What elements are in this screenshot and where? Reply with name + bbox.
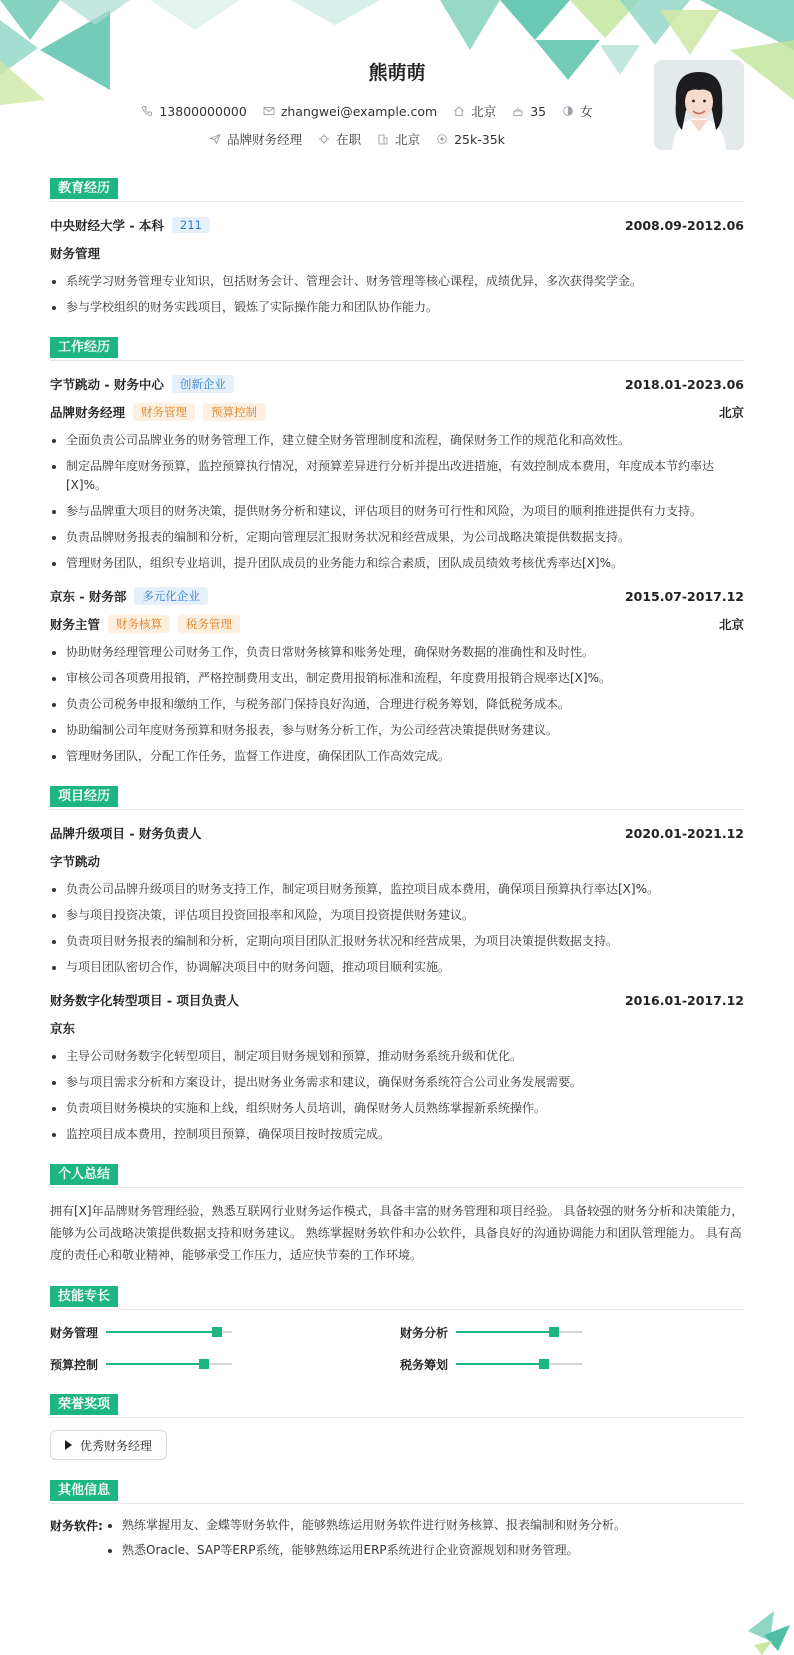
work-city: 北京 [718,617,744,632]
skill-level-fill [456,1363,544,1365]
summary-text: 拥有[X]年品牌财务管理经验，熟悉互联网行业财务运作模式，具备丰富的财务管理和项目经验。 具备较强的财务分析和决策能力，能够为公司战略决策提供数据支持和财务建议。 熟练掌握财务软件和办公软件，具备良好的沟通协调能力和团队管理能力。 具有高度的责任心和敬业精神，能够承受工作压力，适应快节奏的工作环境。 [50,1204,744,1262]
list-item: 全面负责公司品牌业务的财务管理工作，建立健全财务管理制度和流程，确保财务工作的规范化和高效性。 [50,431,744,450]
list-item: 熟练掌握用友、金蝶等财务软件，能够熟练运用财务软件进行财务核算、报表编制和财务分析。 [106,1516,626,1535]
work-section [50,335,744,766]
skill-level-knob [199,1359,209,1369]
work-bullets [50,643,744,766]
list-item: 系统学习财务管理专业知识，包括财务会计、管理会计、财务管理等核心课程，成绩优异，多次获得奖学金。 [50,272,744,291]
list-item: 监控项目成本费用，控制项目预算，确保项目按时按质完成。 [50,1125,744,1144]
other-section [50,1478,744,1566]
list-item: 主导公司财务数字化转型项目，制定项目财务规划和预算，推动财务系统升级和优化。 [50,1047,744,1066]
phone-icon [141,105,153,117]
hometown: 北京 [471,104,497,119]
skill-item [50,1322,400,1342]
expected-salary: 25k-35k [454,131,505,147]
school-name: 中央财经大学 - 本科 [50,218,164,233]
education-section [50,176,744,317]
education-date: 2008.09-2012.06 [624,217,744,233]
email-info [263,102,437,120]
list-item: 协助编制公司年度财务预算和财务报表，参与财务分析工作，为公司经营决策提供财务建议。 [50,721,744,740]
coin-icon [436,133,448,145]
section-title: 技能专长 [50,1286,118,1307]
project-name: 品牌升级项目 - 财务负责人 [50,826,202,841]
list-item: 管理财务团队，分配工作任务，监督工作进度，确保团队工作高效完成。 [50,747,744,766]
education-bullets [50,272,744,317]
skill-item [400,1322,750,1342]
skill-name: 预算控制 [50,1357,99,1372]
other-bullets [106,1516,626,1566]
skills-grid [50,1322,744,1374]
skill-tag: 预算控制 [203,403,265,421]
other-info-row [50,1516,744,1566]
project-org: 京东 [50,1021,76,1036]
gender-icon [562,105,574,117]
list-item: 协助财务经理管理公司财务工作，负责日常财务核算和账务处理，确保财务数据的准确性和及时性。 [50,643,744,662]
work-entry [50,373,744,573]
list-item: 熟悉Oracle、SAP等ERP系统，能够熟练运用ERP系统进行企业资源规划和财务管理。 [106,1541,626,1560]
avatar [654,60,744,150]
list-item: 审核公司各项费用报销，严格控制费用支出，制定费用报销标准和流程，年度费用报销合规率达[X]%。 [50,669,744,688]
play-icon [65,1440,72,1450]
skill-level-bar [106,1363,232,1365]
salary-info [436,130,505,148]
project-entry [50,989,744,1144]
gender: 女 [580,104,593,119]
list-item: 参与学校组织的财务实践项目，锻炼了实际操作能力和团队协作能力。 [50,298,744,317]
job-title: 财务主管 [50,617,101,632]
hometown-info [453,102,496,120]
skill-level-knob [549,1327,559,1337]
skill-tag: 税务管理 [178,615,240,633]
status-info [318,130,361,148]
send-icon [209,133,221,145]
target-position: 品牌财务经理 [227,132,303,147]
list-item: 参与项目需求分析和方案设计，提出财务业务需求和建议，确保财务系统符合公司业务发展需要。 [50,1073,744,1092]
list-item: 参与项目投资决策，评估项目投资回报率和风险，为项目投资提供财务建议。 [50,906,744,925]
company-tag: 创新企业 [172,375,234,393]
section-header [50,176,744,202]
mail-icon [263,105,275,117]
work-date: 2015.07-2017.12 [624,588,744,604]
list-item: 负责项目财务模块的实施和上线，组织财务人员培训，确保财务人员熟练掌握新系统操作。 [50,1099,744,1118]
section-header [50,1162,744,1188]
list-item: 制定品牌年度财务预算，监控预算执行情况，对预算差异进行分析并提出改进措施，有效控制成本费用，年度成本节约率达[X]%。 [50,457,744,495]
section-header [50,335,744,361]
awards-section [50,1392,744,1460]
section-title: 工作经历 [50,337,118,358]
company-name: 京东 - 财务部 [50,589,127,604]
skill-item [50,1354,400,1374]
job-title: 品牌财务经理 [50,405,126,420]
skill-level-fill [106,1363,204,1365]
company-name: 字节跳动 - 财务中心 [50,377,164,392]
candidate-name: 熊萌萌 [368,62,426,84]
section-title: 项目经历 [50,786,118,807]
section-header [50,1478,744,1504]
project-bullets [50,880,744,977]
skill-name: 财务分析 [400,1325,449,1340]
age-info [512,102,546,120]
skill-level-fill [106,1331,217,1333]
list-item: 负责公司税务申报和缴纳工作，与税务部门保持良好沟通，合理进行税务筹划，降低税务成本。 [50,695,744,714]
other-label: 财务软件: [50,1519,103,1533]
section-title: 个人总结 [50,1164,118,1185]
section-title: 荣誉奖项 [50,1394,118,1415]
school-tag: 211 [172,217,210,233]
skill-name: 税务筹划 [400,1357,449,1372]
section-header [50,784,744,810]
cake-icon [512,105,524,117]
age: 35 [530,103,547,119]
email-address: zhangwei@example.com [280,103,438,119]
phone-number: 13800000000 [159,103,247,119]
company-tag: 多元化企业 [134,587,208,605]
work-date: 2018.01-2023.06 [624,376,744,392]
work-city: 北京 [718,405,744,420]
skill-item [400,1354,750,1374]
project-name: 财务数字化转型项目 - 项目负责人 [50,993,239,1008]
award-item [50,1430,167,1460]
project-org: 字节跳动 [50,854,101,869]
building-icon [377,133,389,145]
job-status: 在职 [336,132,362,147]
footer-decoration [734,1595,794,1655]
award-name: 优秀财务经理 [80,1438,153,1453]
list-item: 参与品牌重大项目的财务决策，提供财务分析和建议，评估项目的财务可行性和风险，为项目的顺利推进提供有力支持。 [50,502,744,521]
target-city-info [377,130,420,148]
target-position-info [209,130,302,148]
resume-body [50,176,744,1584]
skills-section [50,1284,744,1374]
list-item: 负责项目财务报表的编制和分析，定期向项目团队汇报财务状况和经营成果，为项目决策提供数据支持。 [50,932,744,951]
project-entry [50,822,744,977]
work-bullets [50,431,744,573]
section-header [50,1284,744,1310]
project-date: 2020.01-2021.12 [624,825,744,841]
phone-info [141,102,246,120]
skill-level-bar [456,1331,582,1333]
work-entry [50,585,744,766]
section-header [50,1392,744,1418]
skill-level-bar [106,1331,232,1333]
section-title: 教育经历 [50,178,118,199]
list-item: 与项目团队密切合作，协调解决项目中的财务问题，推动项目顺利实施。 [50,958,744,977]
home-icon [453,105,465,117]
gender-info [562,102,593,120]
list-item: 负责公司品牌升级项目的财务支持工作，制定项目财务预算，监控项目成本费用，确保项目预算执行率达[X]%。 [50,880,744,899]
skill-level-fill [456,1331,554,1333]
project-date: 2016.01-2017.12 [624,992,744,1008]
list-item: 管理财务团队，组织专业培训，提升团队成员的业务能力和综合素质，团队成员绩效考核优秀率达[X]%。 [50,554,744,573]
summary-section [50,1162,744,1266]
skill-level-knob [212,1327,222,1337]
projects-section [50,784,744,1144]
target-city: 北京 [395,132,421,147]
skill-tag: 财务核算 [108,615,170,633]
major: 财务管理 [50,246,101,261]
skill-level-bar [456,1363,582,1365]
status-icon [318,133,330,145]
section-title: 其他信息 [50,1480,118,1501]
education-entry [50,214,744,317]
skill-name: 财务管理 [50,1325,99,1340]
project-bullets [50,1047,744,1144]
skill-level-knob [539,1359,549,1369]
list-item: 负责品牌财务报表的编制和分析，定期向管理层汇报财务状况和经营成果，为公司战略决策提供数据支持。 [50,528,744,547]
skill-tag: 财务管理 [133,403,195,421]
